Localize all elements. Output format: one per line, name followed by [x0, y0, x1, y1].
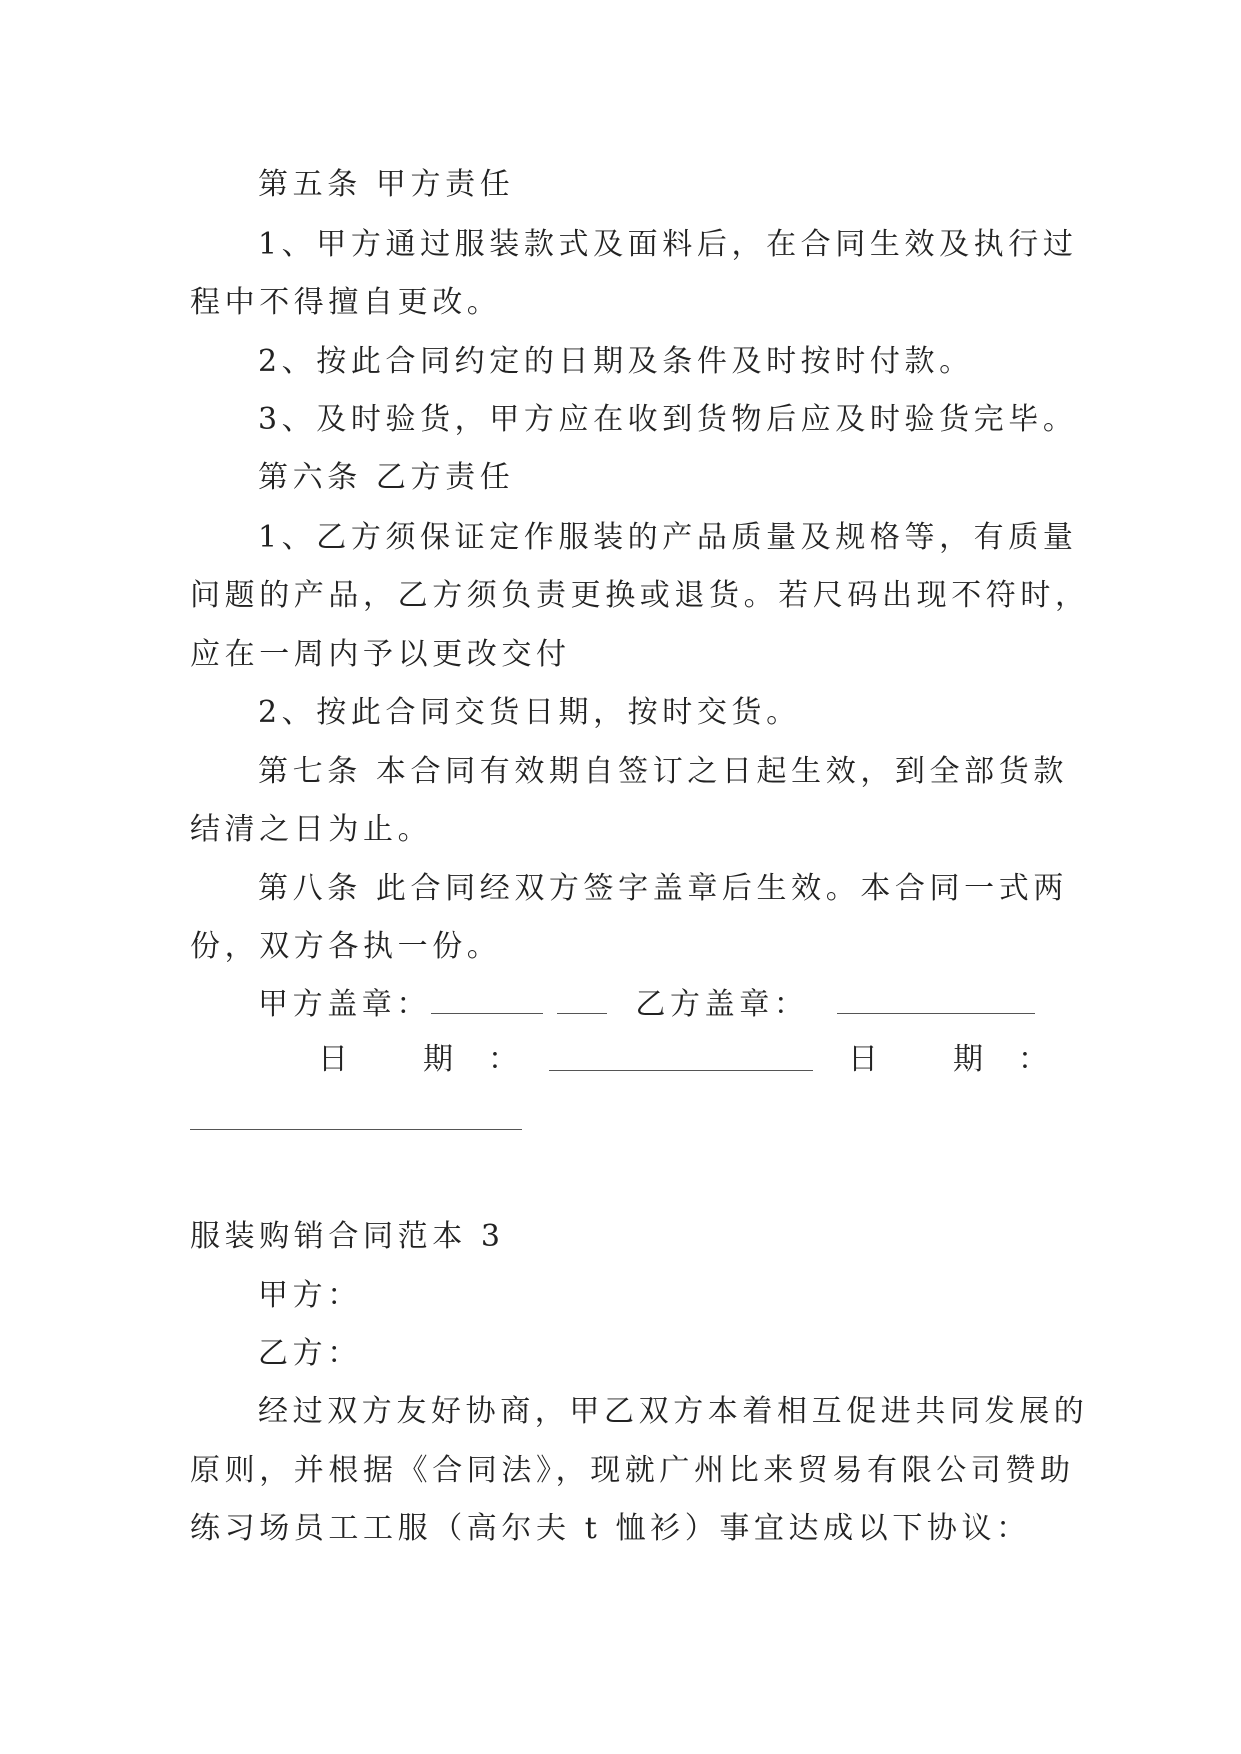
- article-6-title: 第六条 乙方责任: [258, 460, 515, 495]
- article-6-item-1-line-2: 问题的产品，乙方须负责更换或退货。若尺码出现不符时，: [190, 578, 1090, 613]
- intro-line-2: 原则，并根据《合同法》，现就广州比来贸易有限公司赞助: [190, 1453, 1075, 1488]
- date-label-a-char-1: 日: [318, 1042, 353, 1077]
- article-7-line-1: 第七条 本合同有效期自签订之日起生效，到全部货款: [258, 754, 1068, 789]
- party-a-seal-blank-1[interactable]: [431, 985, 543, 1014]
- article-5-title: 第五条 甲方责任: [258, 167, 515, 202]
- article-6-item-1-line-1: 1、乙方须保证定作服装的产品质量及规格等，有质量: [258, 520, 1078, 555]
- article-5-item-3: 3、及时验货，甲方应在收到货物后应及时验货完毕。: [258, 402, 1078, 437]
- date-a-blank[interactable]: [549, 1040, 813, 1071]
- article-5-item-1-line-1: 1、甲方通过服装款式及面料后，在合同生效及执行过: [258, 227, 1078, 262]
- article-6-item-2: 2、按此合同交货日期，按时交货。: [258, 695, 801, 730]
- date-label-b-char-1: 日: [848, 1042, 883, 1077]
- party-a-label: 甲方：: [258, 1278, 362, 1313]
- date-b-blank[interactable]: [190, 1129, 522, 1130]
- article-8-line-1: 第八条 此合同经双方签字盖章后生效。本合同一式两: [258, 871, 1068, 906]
- article-7-line-2: 结清之日为止。: [190, 812, 433, 847]
- party-b-seal-blank[interactable]: [837, 985, 1035, 1014]
- article-5-item-1-line-2: 程中不得擅自更改。: [190, 285, 502, 320]
- section-3-title: 服装购销合同范本 3: [190, 1219, 505, 1254]
- party-a-seal-label: 甲方盖章：: [258, 987, 431, 1022]
- article-8-line-2: 份，双方各执一份。: [190, 929, 502, 964]
- party-b-label: 乙方：: [258, 1336, 362, 1371]
- intro-line-1: 经过双方友好协商，甲乙双方本着相互促进共同发展的: [258, 1394, 1089, 1429]
- article-6-item-1-line-3: 应在一周内予以更改交付: [190, 637, 571, 672]
- date-label-a-colon: ：: [488, 1042, 523, 1077]
- party-b-seal-label: 乙方盖章：: [635, 987, 809, 1022]
- date-label-b-colon: ：: [1018, 1042, 1053, 1077]
- article-5-item-2: 2、按此合同约定的日期及条件及时按时付款。: [258, 344, 974, 379]
- party-a-seal-blank-2[interactable]: [557, 985, 607, 1014]
- signature-row: [258, 985, 1035, 1025]
- intro-line-3: 练习场员工工服（高尔夫 t 恤衫）事宜达成以下协议：: [190, 1511, 1031, 1546]
- date-label-b-char-2: 期: [953, 1042, 988, 1077]
- date-label-a-char-2: 期: [423, 1042, 458, 1077]
- date-row: [0, 1040, 1241, 1080]
